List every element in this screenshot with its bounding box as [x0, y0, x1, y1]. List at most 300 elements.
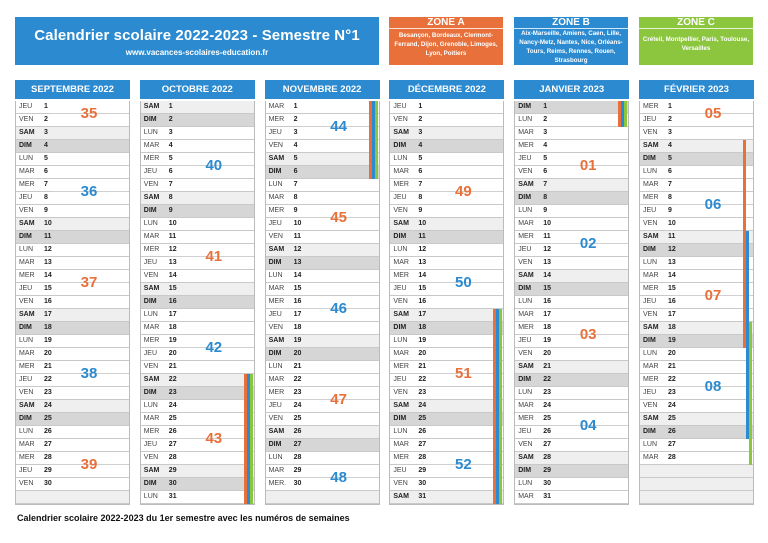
day-row: [640, 231, 753, 244]
month-header: FÉVRIER 2023: [639, 80, 754, 101]
day-name: SAM: [19, 402, 35, 409]
zone-c-legend: [639, 17, 753, 65]
day-number: 21: [168, 363, 177, 370]
day-number: 21: [293, 363, 302, 370]
day-number: 27: [168, 441, 177, 448]
day-number: 9: [168, 207, 173, 214]
day-row: [640, 140, 753, 153]
day-number: 29: [44, 467, 52, 474]
day-name: SAM: [393, 493, 409, 500]
empty-row: [640, 478, 753, 491]
day-number: 7: [168, 181, 173, 188]
day-name: MER: [143, 337, 160, 344]
holiday-zone-c-bar: [499, 309, 502, 504]
day-row: [640, 452, 753, 465]
day-row: [640, 426, 753, 439]
day-name: DIM: [643, 337, 656, 344]
day-number: 5: [668, 155, 672, 162]
day-name: SAM: [143, 194, 160, 201]
day-row: [640, 270, 753, 283]
day-row: [16, 322, 129, 335]
day-name: MER: [19, 454, 35, 461]
day-number: 27: [418, 441, 427, 448]
day-number: 11: [418, 233, 426, 240]
day-name: MER: [643, 103, 659, 110]
day-row: [266, 244, 379, 257]
holiday-zone-c-bar: [250, 374, 253, 504]
day-name: SAM: [643, 415, 659, 422]
day-row: [515, 439, 628, 452]
day-row: [141, 361, 254, 374]
day-row: [141, 114, 254, 127]
day-number: 10: [668, 220, 676, 227]
day-row: [515, 192, 628, 205]
day-row: [141, 491, 254, 504]
day-name: DIM: [268, 259, 282, 266]
day-name: MER: [393, 363, 409, 370]
day-row: [16, 257, 129, 270]
day-name: JEU: [268, 129, 282, 136]
day-name: MER: [518, 142, 534, 149]
day-number: 30: [543, 480, 551, 487]
day-name: MER: [143, 428, 160, 435]
day-name: VEN: [19, 116, 34, 123]
day-row: [16, 439, 129, 452]
day-number: 29: [543, 467, 551, 474]
day-name: LUN: [143, 129, 158, 136]
day-name: VEN: [143, 272, 159, 279]
day-name: MAR: [268, 376, 285, 383]
day-name: DIM: [518, 467, 532, 474]
day-name: LUN: [19, 337, 34, 344]
day-name: VEN: [393, 298, 408, 305]
day-name: SAM: [143, 376, 160, 383]
day-number: 15: [418, 285, 427, 292]
day-number: 20: [293, 350, 302, 357]
day-name: VEN: [643, 129, 658, 136]
day-number: 25: [418, 415, 427, 422]
day-name: JEU: [143, 441, 158, 448]
day-row: [640, 257, 753, 270]
day-number: 26: [418, 428, 427, 435]
day-number: 26: [668, 428, 676, 435]
day-row: [16, 478, 129, 491]
day-name: JEU: [19, 376, 33, 383]
month-days: [140, 101, 255, 505]
day-name: LUN: [518, 389, 533, 396]
day-name: SAM: [393, 220, 409, 227]
day-name: MAR: [143, 415, 160, 422]
day-number: 7: [44, 181, 48, 188]
day-name: LUN: [143, 493, 158, 500]
day-row: [266, 413, 379, 426]
day-row: [16, 309, 129, 322]
day-number: 14: [293, 272, 302, 279]
day-number: 20: [668, 350, 676, 357]
day-name: LUN: [19, 155, 34, 162]
day-number: 10: [418, 220, 427, 227]
day-number: 7: [543, 181, 548, 188]
day-row: [141, 283, 254, 296]
day-number: 28: [293, 454, 302, 461]
day-row: [141, 309, 254, 322]
day-number: 8: [543, 194, 548, 201]
day-number: 13: [44, 259, 52, 266]
day-row: [141, 140, 254, 153]
month-column: [265, 80, 380, 505]
day-number: 20: [168, 350, 177, 357]
holiday-zone-c-bar: [749, 322, 752, 465]
day-number: 4: [418, 142, 423, 149]
day-number: 5: [168, 155, 173, 162]
day-name: MER: [643, 376, 659, 383]
day-number: 2: [168, 116, 173, 123]
day-row: [390, 309, 503, 322]
day-name: MAR: [393, 441, 409, 448]
day-number: 6: [668, 168, 672, 175]
day-name: MER: [143, 246, 160, 253]
month-column: [514, 80, 629, 505]
day-name: JEU: [643, 298, 657, 305]
day-number: 5: [293, 155, 298, 162]
week-number: 38: [80, 365, 98, 382]
day-name: MAR: [643, 181, 659, 188]
day-number: 25: [543, 415, 551, 422]
day-row: [266, 101, 379, 114]
zone-a-cities: Besançon, Bordeaux, Clermont-Ferrand, Dijon, Grenoble, Limoges, Lyon, Poitiers: [394, 32, 498, 57]
day-name: LUN: [393, 155, 408, 162]
day-number: 23: [168, 389, 177, 396]
day-number: 21: [418, 363, 427, 370]
day-row: [390, 114, 503, 127]
week-number: 49: [455, 183, 472, 200]
day-row: [266, 283, 379, 296]
day-number: 8: [168, 194, 173, 201]
day-number: 5: [44, 155, 48, 162]
day-number: 11: [668, 233, 676, 240]
day-name: MAR: [518, 311, 534, 318]
zone-c-title: ZONE C: [639, 17, 753, 29]
day-number: 12: [668, 246, 676, 253]
day-number: 8: [668, 194, 672, 201]
day-name: JEU: [643, 116, 657, 123]
day-row: [141, 179, 254, 192]
day-row: [390, 296, 503, 309]
day-row: [515, 179, 628, 192]
day-number: 31: [543, 493, 551, 500]
day-row: [390, 101, 503, 114]
day-number: 28: [668, 454, 676, 461]
day-row: [390, 426, 503, 439]
day-row: [141, 465, 254, 478]
day-number: 14: [543, 272, 551, 279]
day-number: 9: [44, 207, 48, 214]
day-name: DIM: [518, 376, 532, 383]
day-number: 17: [418, 311, 427, 318]
day-name: VEN: [19, 389, 34, 396]
day-row: [266, 452, 379, 465]
day-name: MAR: [643, 454, 659, 461]
day-row: [141, 400, 254, 413]
day-number: 20: [418, 350, 427, 357]
month-days: [639, 101, 754, 505]
day-row: [640, 439, 753, 452]
day-name: DIM: [19, 233, 32, 240]
zone-a-legend: [389, 17, 503, 65]
day-row: [515, 140, 628, 153]
day-row: [515, 387, 628, 400]
day-row: [515, 218, 628, 231]
day-name: SAM: [393, 129, 409, 136]
day-name: MAR: [518, 220, 534, 227]
day-name: MER: [393, 272, 409, 279]
day-row: [390, 387, 503, 400]
day-number: 10: [293, 220, 302, 227]
day-name: VEN: [19, 207, 34, 214]
day-name: JEU: [268, 402, 282, 409]
day-number: 19: [168, 337, 177, 344]
day-number: 16: [293, 298, 302, 305]
day-number: 11: [543, 233, 551, 240]
day-name: DIM: [393, 415, 407, 422]
day-name: VEN: [268, 415, 283, 422]
day-number: 26: [543, 428, 551, 435]
day-row: [266, 439, 379, 452]
day-row: [141, 101, 254, 114]
day-number: 19: [293, 337, 302, 344]
day-number: 4: [668, 142, 672, 149]
day-row: [141, 127, 254, 140]
day-name: MAR: [19, 441, 35, 448]
day-row: [390, 413, 503, 426]
day-number: 24: [168, 402, 177, 409]
day-number: 1: [543, 103, 548, 110]
day-name: SAM: [518, 363, 534, 370]
day-number: 12: [44, 246, 52, 253]
footer-caption: Calendrier scolaire 2022-2023 du 1er semestre avec les numéros de semaines: [17, 513, 350, 523]
day-number: 14: [668, 272, 676, 279]
day-name: VEN: [143, 181, 159, 188]
day-number: 4: [293, 142, 298, 149]
day-row: [640, 179, 753, 192]
day-number: 28: [418, 454, 427, 461]
day-row: [266, 374, 379, 387]
day-number: 13: [668, 259, 676, 266]
day-name: SAM: [643, 324, 659, 331]
day-number: 1: [168, 103, 173, 110]
empty-row: [640, 491, 753, 504]
day-name: SAM: [19, 311, 35, 318]
week-number: 05: [704, 105, 722, 122]
day-row: [390, 231, 503, 244]
day-number: 17: [543, 311, 551, 318]
month-days: [15, 101, 130, 505]
day-name: VEN: [19, 480, 34, 487]
day-name: LUN: [268, 363, 283, 370]
day-name: SAM: [143, 285, 160, 292]
day-row: [640, 400, 753, 413]
day-name: DIM: [19, 142, 32, 149]
day-name: DIM: [268, 350, 282, 357]
month-header: NOVEMBRE 2022: [265, 80, 380, 101]
month-header: DÉCEMBRE 2022: [389, 80, 504, 101]
day-number: 12: [418, 246, 427, 253]
day-name: SAM: [643, 142, 659, 149]
day-row: [515, 270, 628, 283]
day-name: MER.: [268, 480, 287, 487]
day-number: 3: [543, 129, 548, 136]
day-name: DIM: [518, 194, 532, 201]
day-row: [141, 452, 254, 465]
day-name: MAR: [268, 467, 285, 474]
day-number: 26: [293, 428, 302, 435]
week-number: 47: [330, 391, 347, 408]
day-number: 10: [44, 220, 52, 227]
day-number: 11: [44, 233, 52, 240]
day-name: VEN: [19, 298, 34, 305]
week-number: 36: [80, 183, 98, 200]
day-name: VEN: [143, 363, 159, 370]
day-row: [390, 153, 503, 166]
day-row: [16, 205, 129, 218]
day-name: SAM: [393, 311, 409, 318]
day-row: [515, 114, 628, 127]
day-name: MER: [19, 363, 35, 370]
day-name: MER: [518, 233, 534, 240]
day-name: MAR: [268, 194, 285, 201]
day-number: 27: [44, 441, 52, 448]
day-number: 2: [293, 116, 298, 123]
day-name: MAR: [643, 363, 659, 370]
website-link[interactable]: www.vacances-scolaires-education.fr: [125, 48, 269, 57]
day-number: 18: [168, 324, 177, 331]
day-name: JEU: [518, 337, 532, 344]
day-row: [515, 374, 628, 387]
day-number: 5: [543, 155, 548, 162]
day-name: LUN: [643, 441, 658, 448]
day-name: LUN: [268, 181, 283, 188]
day-number: 30: [293, 480, 302, 487]
day-row: [515, 465, 628, 478]
day-name: JEU: [393, 467, 407, 474]
day-row: [141, 270, 254, 283]
day-name: VEN: [393, 389, 408, 396]
day-number: 30: [44, 480, 52, 487]
day-number: 15: [293, 285, 302, 292]
day-number: 19: [543, 337, 551, 344]
day-number: 22: [44, 376, 52, 383]
day-row: [266, 335, 379, 348]
day-row: [640, 153, 753, 166]
day-number: 21: [44, 363, 52, 370]
day-number: 23: [44, 389, 52, 396]
day-row: [266, 361, 379, 374]
day-name: VEN: [518, 259, 533, 266]
day-row: [515, 257, 628, 270]
zone-c-cities: Créteil, Montpellier, Paris, Toulouse, Versailles: [642, 36, 750, 52]
day-row: [640, 322, 753, 335]
day-number: 16: [44, 298, 52, 305]
day-name: MAR: [19, 350, 35, 357]
day-name: JEU: [518, 428, 532, 435]
day-number: 3: [668, 129, 672, 136]
day-number: 6: [418, 168, 423, 175]
day-row: [390, 348, 503, 361]
day-number: 31: [418, 493, 427, 500]
day-number: 29: [418, 467, 427, 474]
day-row: [390, 335, 503, 348]
day-number: 24: [668, 402, 676, 409]
holiday-zone-c-bar: [624, 101, 627, 127]
day-name: LUN: [518, 480, 533, 487]
day-name: VEN: [268, 324, 283, 331]
day-name: JEU: [19, 103, 33, 110]
day-number: 9: [293, 207, 298, 214]
day-name: JEU: [143, 259, 158, 266]
day-number: 22: [543, 376, 551, 383]
day-row: [141, 478, 254, 491]
day-number: 26: [168, 428, 177, 435]
day-name: JEU: [643, 207, 657, 214]
day-row: [515, 205, 628, 218]
day-number: 18: [543, 324, 551, 331]
day-row: [515, 309, 628, 322]
day-number: 24: [543, 402, 551, 409]
day-name: MER: [143, 155, 160, 162]
zone-b-legend: [514, 17, 628, 65]
day-number: 3: [44, 129, 48, 136]
day-number: 15: [44, 285, 52, 292]
day-number: 12: [543, 246, 551, 253]
day-row: [640, 218, 753, 231]
day-number: 21: [543, 363, 551, 370]
day-number: 7: [293, 181, 298, 188]
day-name: MER: [268, 298, 285, 305]
month-days: [265, 101, 380, 505]
day-name: MAR: [518, 129, 534, 136]
day-name: MER: [643, 194, 659, 201]
day-row: [16, 413, 129, 426]
month-header: SEPTEMBRE 2022: [15, 80, 130, 101]
day-row: [390, 478, 503, 491]
day-row: [16, 335, 129, 348]
day-number: 16: [543, 298, 551, 305]
day-number: 14: [418, 272, 427, 279]
day-row: [16, 296, 129, 309]
day-number: 30: [418, 480, 427, 487]
day-row: [390, 244, 503, 257]
day-row: [16, 140, 129, 153]
day-row: [515, 478, 628, 491]
day-number: 9: [418, 207, 423, 214]
day-name: SAM: [143, 467, 160, 474]
day-name: MAR: [268, 285, 285, 292]
day-number: 11: [168, 233, 177, 240]
day-name: MER: [393, 454, 409, 461]
day-name: MAR: [518, 402, 534, 409]
day-row: [16, 244, 129, 257]
day-name: SAM: [268, 337, 285, 344]
day-number: 16: [668, 298, 676, 305]
day-name: DIM: [393, 233, 407, 240]
week-number: 39: [80, 456, 98, 473]
zone-b-cities: Aix-Marseille, Amiens, Caen, Lille, Nancy-Metz, Nantes, Nice, Orléans-Tours, Reims, Rennes, Rouen, Strasbourg: [519, 30, 623, 64]
day-name: JEU: [143, 168, 158, 175]
day-number: 20: [543, 350, 551, 357]
week-number: 37: [80, 274, 98, 291]
day-row: [141, 387, 254, 400]
day-row: [390, 166, 503, 179]
